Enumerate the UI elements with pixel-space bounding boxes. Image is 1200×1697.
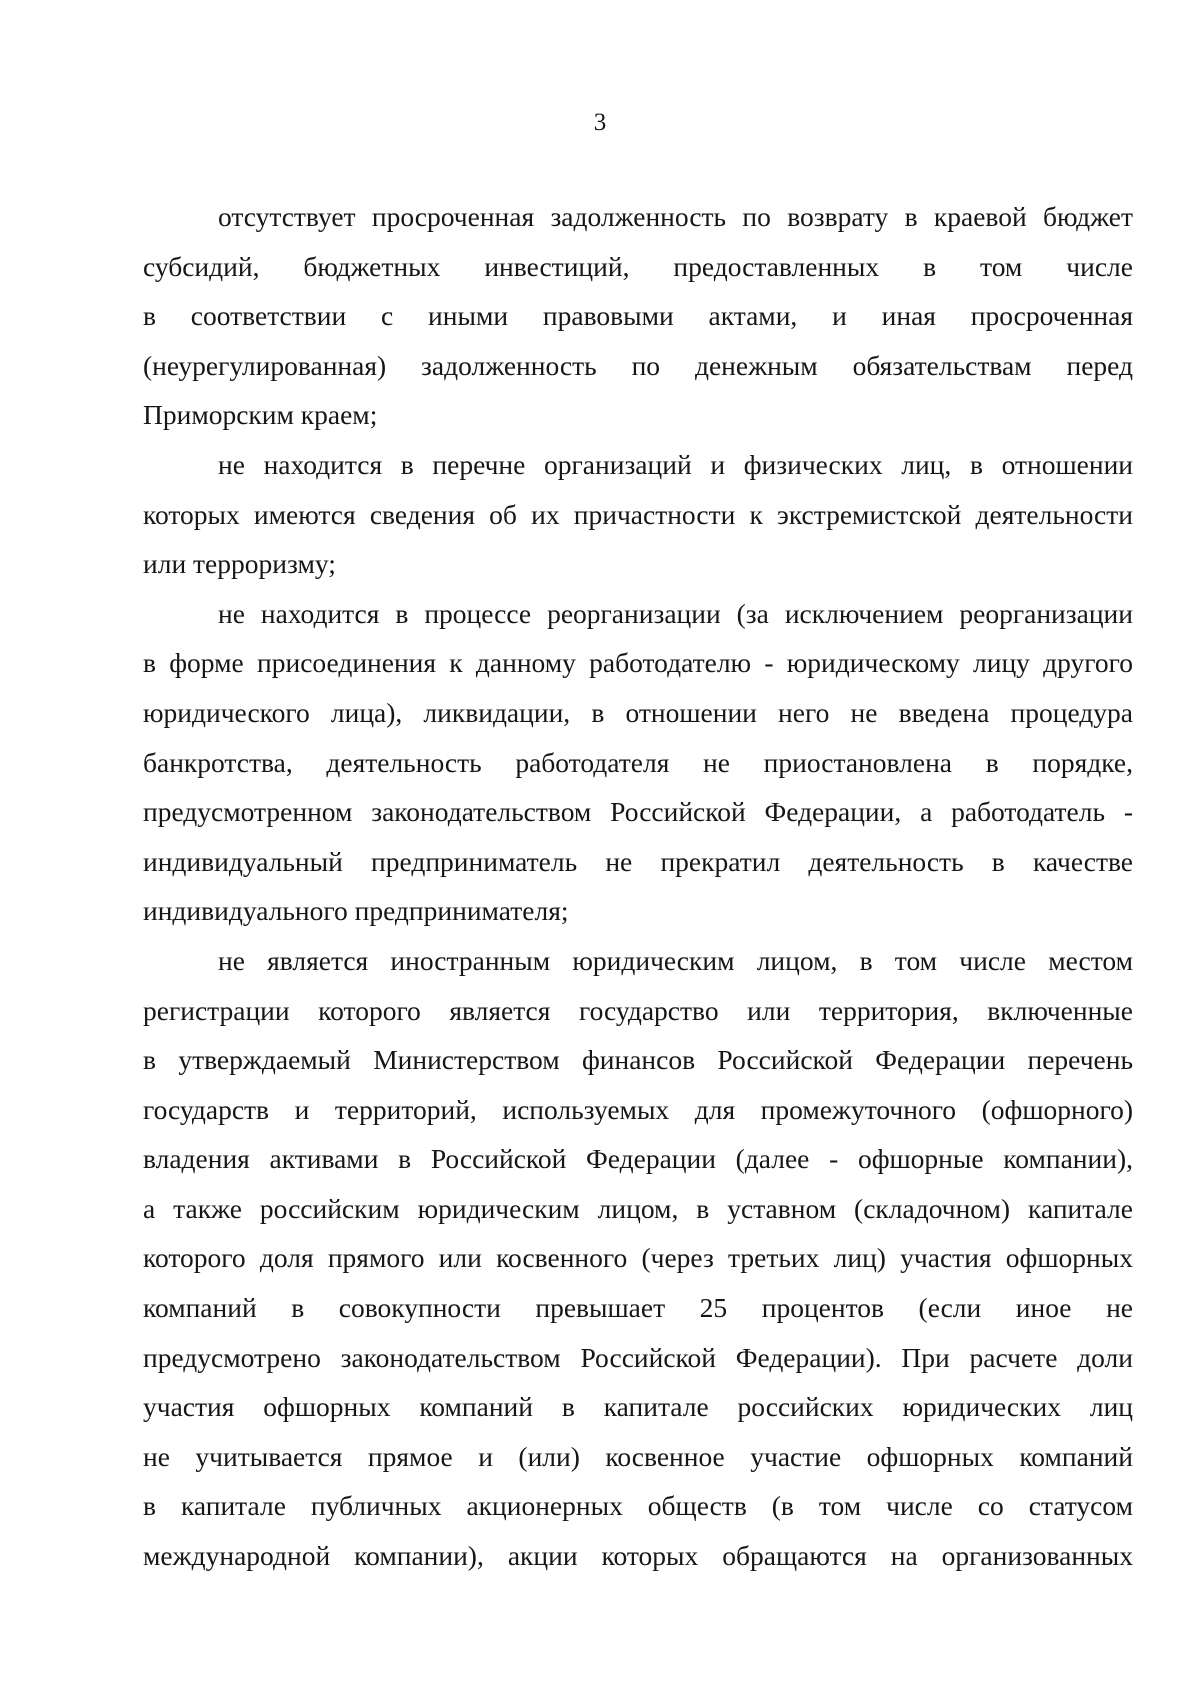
paragraph-debt [143, 192, 1133, 440]
text-line: или терроризму; [143, 548, 336, 580]
text-line: в соответствии с иными правовыми актами, и иная просроченная [143, 300, 1133, 332]
text-line: в капитале публичных акционерных обществ (в том числе со статусом [143, 1490, 1133, 1522]
text-line: а также российским юридическим лицом, в уставном (складочном) капитале [143, 1192, 1133, 1224]
text-line: регистрации которого является государство или территория, включенные [143, 994, 1133, 1026]
text-line: владения активами в Российской Федерации (далее - офшорные компании), [143, 1143, 1133, 1175]
text-line: международной компании), акции которых обращаются на организованных [143, 1540, 1133, 1572]
text-line: которого доля прямого или косвенного (через третьих лиц) участия офшорных [143, 1242, 1133, 1274]
text-line: индивидуальный предприниматель не прекратил деятельность в качестве [143, 845, 1133, 877]
paragraph-reorganization [143, 589, 1133, 936]
text-line: не находится в процессе реорганизации (за исключением реорганизации [218, 597, 1133, 629]
text-line: компаний в совокупности превышает 25 процентов (если иное не [143, 1292, 1133, 1324]
text-line: субсидий, бюджетных инвестиций, предоставленных в том числе [143, 250, 1133, 282]
paragraph-extremism [143, 440, 1133, 589]
text-line: юридического лица), ликвидации, в отношении него не введена процедура [143, 696, 1133, 728]
text-line: которых имеются сведения об их причастности к экстремистской деятельности [143, 498, 1133, 530]
text-line: банкротства, деятельность работодателя не приостановлена в порядке, [143, 746, 1133, 778]
text-line: индивидуального предпринимателя; [143, 895, 569, 927]
text-line: (неурегулированная) задолженность по денежным обязательствам перед [143, 349, 1133, 381]
text-line: Приморским краем; [143, 399, 378, 431]
text-line: отсутствует просроченная задолженность по возврату в краевой бюджет [218, 201, 1133, 232]
text-line: государств и территорий, используемых для промежуточного (офшорного) [143, 1093, 1133, 1125]
text-line: предусмотрено законодательством Российской Федерации). При расчете доли [143, 1341, 1133, 1373]
document-body [143, 192, 1133, 1581]
text-line: не является иностранным юридическим лицом, в том числе местом [218, 944, 1133, 976]
page-number: 3 [593, 109, 607, 136]
text-line: участия офшорных компаний в капитале российских юридических лиц [143, 1391, 1133, 1423]
text-line: в утверждаемый Министерством финансов Российской Федерации перечень [143, 1044, 1133, 1076]
text-line: предусмотренном законодательством Российской Федерации, а работодатель - [143, 796, 1133, 828]
paragraph-offshore [143, 936, 1133, 1581]
text-line: не находится в перечне организаций и физических лиц, в отношении [218, 448, 1133, 480]
text-line: не учитывается прямое и (или) косвенное участие офшорных компаний [143, 1440, 1133, 1472]
text-line: в форме присоединения к данному работодателю - юридическому лицу другого [143, 647, 1133, 679]
